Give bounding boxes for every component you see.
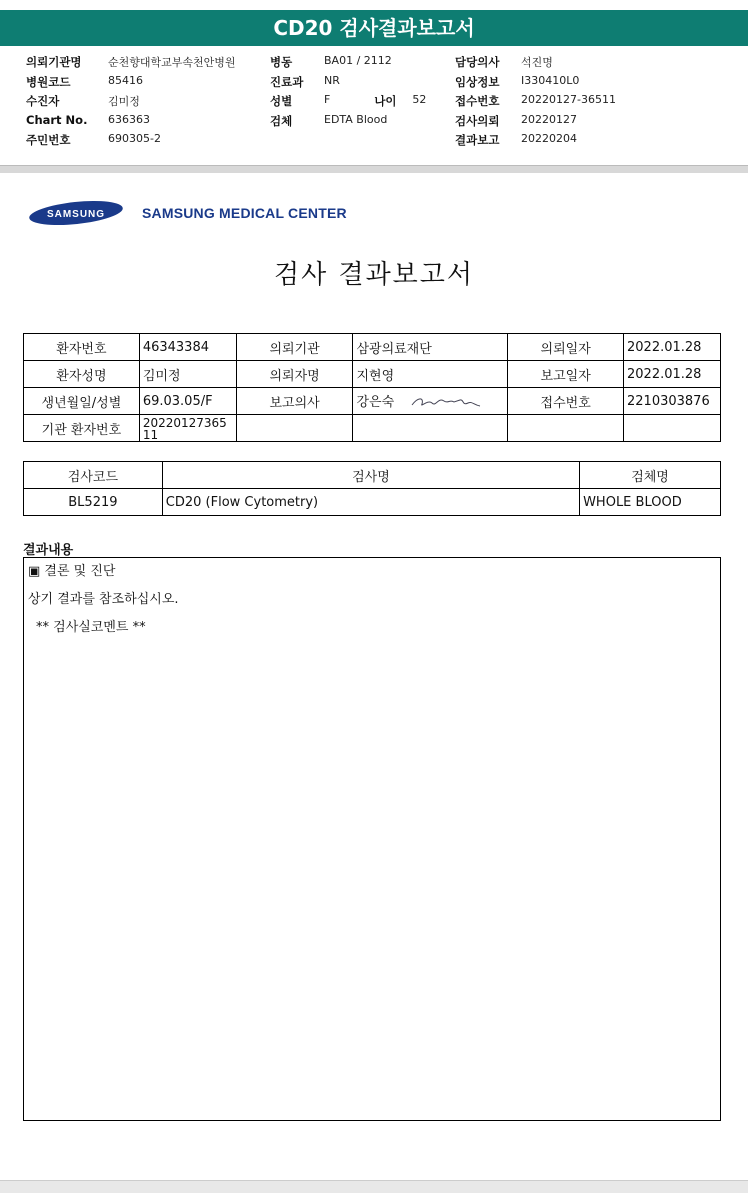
inst-patient-no-line1: 20220127365: [142, 415, 227, 430]
table-row: [24, 361, 721, 388]
samsung-logo-text: SAMSUNG: [46, 209, 106, 220]
meta-label: 병동: [270, 55, 293, 69]
meta-label: 담당의사: [455, 55, 500, 69]
patient-name-label: 환자성명: [24, 361, 140, 388]
meta-label: 임상정보: [455, 74, 500, 89]
meta-value: I330410L0: [521, 73, 580, 87]
receipt-no-label: 접수번호: [508, 388, 624, 415]
meta-label: 검사의뢰: [455, 113, 500, 128]
meta-value: 636363: [108, 112, 150, 126]
empty-cell: [353, 415, 508, 442]
meta-row: [455, 74, 616, 94]
table-row: [24, 334, 721, 361]
inst-patient-no-line2: 11: [142, 427, 159, 442]
meta-row: [455, 93, 616, 113]
hospital-name: SAMSUNG MEDICAL CENTER: [142, 205, 347, 221]
meta-value: 20220127-36511: [521, 93, 616, 106]
table-header-row: [24, 462, 721, 489]
signature-icon: [410, 393, 482, 411]
meta-value: 85416: [108, 73, 143, 87]
specimen-value: WHOLE BLOOD: [580, 489, 721, 516]
report-date-value: 2022.01.28: [624, 361, 721, 388]
results-line-comment: ** 검사실코멘트 **: [36, 620, 146, 635]
meta-value: F: [324, 93, 331, 106]
institution-label: 의뢰기관: [236, 334, 353, 361]
age-label: 나이: [374, 94, 397, 108]
meta-label: 접수번호: [455, 94, 500, 108]
section-divider: [0, 165, 748, 173]
table-row: [24, 415, 721, 442]
meta-row: [270, 113, 426, 133]
request-date-label: 의뢰일자: [508, 334, 624, 361]
test-name-value: CD20 (Flow Cytometry): [162, 489, 579, 516]
results-line-reference: 상기 결과를 참조하십시오.: [28, 592, 179, 607]
dob-label: 생년월일/성별: [24, 388, 140, 415]
meta-row: [270, 54, 426, 74]
meta-label: 주민번호: [26, 133, 71, 147]
meta-value: 석진명: [521, 56, 553, 69]
reporter-cell: [353, 388, 508, 415]
reporter-value: 강은숙: [356, 394, 395, 410]
meta-label: 결과보고: [455, 133, 500, 147]
inst-patient-no-cell: [139, 415, 236, 442]
request-meta: [0, 54, 748, 166]
meta-row: [26, 93, 236, 113]
test-code-header: 검사코드: [24, 462, 163, 489]
patient-no-value: 46343384: [139, 334, 236, 361]
age-value: 52: [412, 93, 427, 106]
patient-name-value: 김미정: [139, 361, 236, 388]
meta-value: NR: [324, 73, 340, 87]
meta-label: 성별: [270, 94, 293, 108]
meta-column-2: [270, 54, 426, 132]
meta-row: [26, 132, 236, 152]
table-row: [24, 388, 721, 415]
meta-label: 병원코드: [26, 74, 71, 89]
patient-info-table: [23, 333, 721, 442]
meta-value: 690305-2: [108, 132, 161, 145]
meta-row: [455, 132, 616, 152]
meta-row: [270, 74, 426, 94]
meta-row: [455, 54, 616, 74]
meta-row: [270, 93, 426, 113]
inst-patient-no-label: 기관 환자번호: [24, 415, 140, 442]
meta-value: EDTA Blood: [324, 112, 388, 126]
meta-value: 순천향대학교부속천안병원: [108, 56, 236, 69]
meta-label: 진료과: [270, 74, 304, 89]
requester-value: 지현영: [353, 361, 508, 388]
results-label: 결과내용: [23, 543, 74, 558]
requester-label: 의뢰자명: [236, 361, 353, 388]
report-date-label: 보고일자: [508, 361, 624, 388]
meta-label: 수진자: [26, 94, 60, 108]
meta-label: 의뢰기관명: [26, 55, 82, 69]
request-date-value: 2022.01.28: [624, 334, 721, 361]
institution-value: 삼광의료재단: [353, 334, 508, 361]
empty-cell: [508, 415, 624, 442]
meta-row: [26, 54, 236, 74]
dob-value: 69.03.05/F: [139, 388, 236, 415]
test-name-header: 검사명: [162, 462, 579, 489]
reporter-label: 보고의사: [236, 388, 353, 415]
specimen-header: 검체명: [580, 462, 721, 489]
empty-cell: [624, 415, 721, 442]
test-code-value: BL5219: [24, 489, 163, 516]
meta-row: [455, 113, 616, 133]
patient-no-label: 환자번호: [24, 334, 140, 361]
meta-row: [26, 113, 236, 133]
empty-cell: [236, 415, 353, 442]
meta-label: 검체: [270, 113, 293, 128]
meta-value: 김미정: [108, 95, 140, 108]
report-title: CD20 검사결과보고서: [0, 10, 748, 46]
results-line-conclusion: ▣ 결론 및 진단: [28, 564, 116, 579]
meta-value: BA01 / 2112: [324, 54, 392, 67]
samsung-logo-icon: [28, 198, 124, 228]
document-title: 검사 결과보고서: [273, 260, 475, 290]
meta-row: [26, 74, 236, 94]
receipt-no-value: 2210303876: [624, 388, 721, 415]
meta-value: 20220204: [521, 132, 577, 145]
bottom-bar: [0, 1180, 748, 1193]
results-box: [23, 557, 721, 1121]
hospital-logo: [28, 196, 347, 230]
test-table: [23, 461, 721, 516]
table-row: [24, 489, 721, 516]
meta-value: 20220127: [521, 112, 577, 126]
meta-column-3: [455, 54, 616, 152]
meta-column-1: [26, 54, 236, 152]
meta-label: Chart No.: [26, 112, 88, 127]
